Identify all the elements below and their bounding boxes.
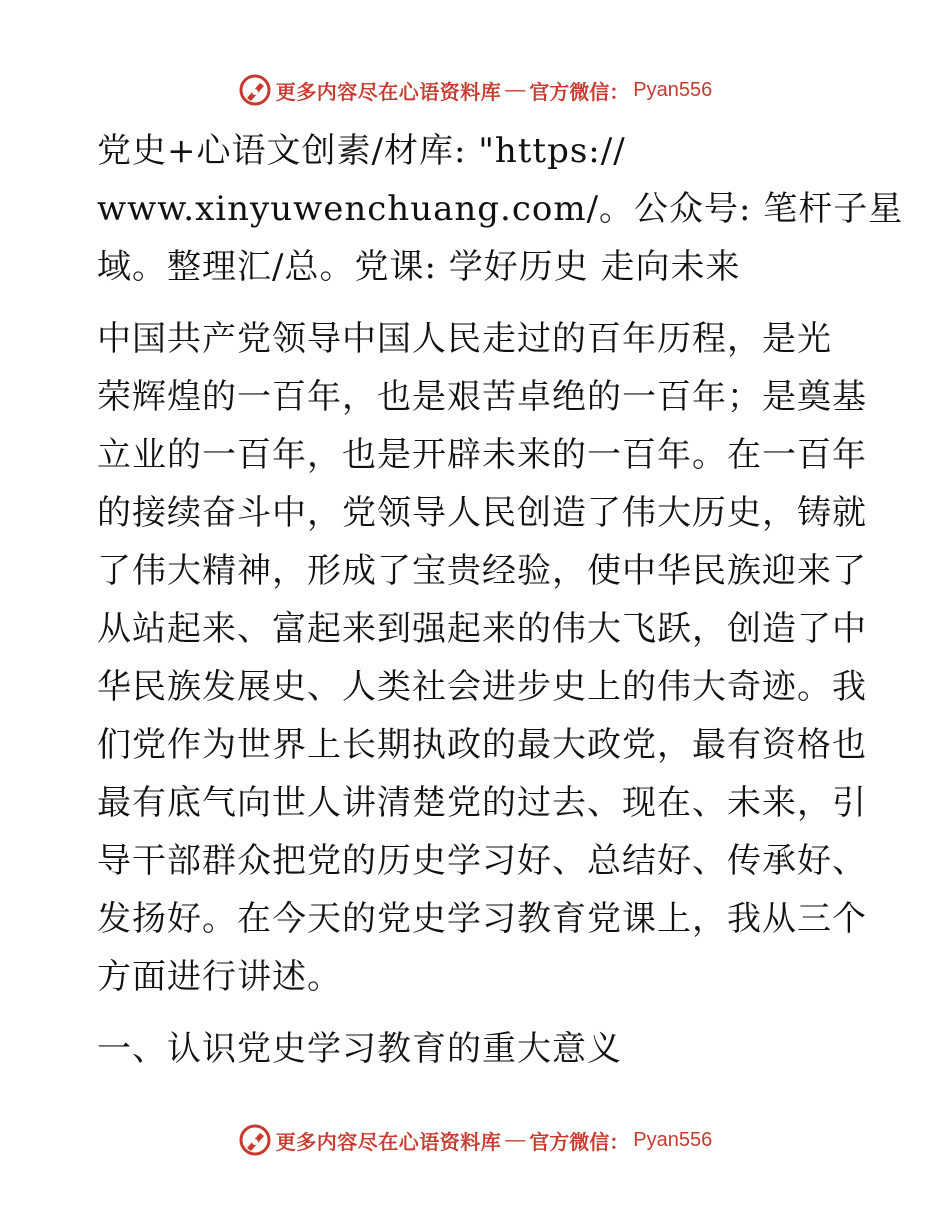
intro-line: 域。整理汇/总。党课: 学好历史 走向未来 [97,247,741,287]
body-line: 导干部群众把党的历史学习好、总结好、传承好、 [97,841,867,881]
banner-separator: — [505,78,526,101]
body-line: 方面进行讲述。 [97,957,342,997]
banner-separator: — [505,1128,526,1151]
body-line: 们党作为世界上长期执政的最大政党，最有资格也 [97,725,867,765]
body-line: 立业的一百年，也是开辟未来的一百年。在一百年 [97,435,867,475]
pen-logo-icon [238,73,272,107]
footer-banner [0,1120,950,1160]
banner-handle: Pyan556 [633,1128,713,1151]
body-line: 了伟大精神，形成了宝贵经验，使中华民族迎来了 [97,551,867,591]
body-line: 发扬好。在今天的党史学习教育党课上，我从三个 [97,899,867,939]
body-line: 中国共产党领导中国人民走过的百年历程，是光 [97,319,832,359]
body-line: 最有底气向世人讲清楚党的过去、现在、未来，引 [97,783,867,823]
banner-contact-label: 官方微信： [529,1131,630,1154]
body-line: 荣辉煌的一百年，也是艰苦卓绝的一百年；是奠基 [97,377,867,417]
section-heading: 一、认识党史学习教育的重大意义 [97,1029,622,1069]
document-body [97,122,904,1078]
intro-line: 党史+心语文创素/材库: "https:// [97,131,626,171]
intro-line: www.xinyuwenchuang.com/。公众号: 笔杆子星 [97,189,904,229]
banner-contact-label: 官方微信： [529,81,630,104]
body-line: 的接续奋斗中，党领导人民创造了伟大历史，铸就 [97,493,867,533]
pen-logo-icon [238,1123,272,1157]
banner-handle: Pyan556 [633,78,713,101]
body-line: 从站起来、富起来到强起来的伟大飞跃，创造了中 [97,609,867,649]
body-line: 华民族发展史、人类社会进步史上的伟大奇迹。我 [97,667,867,707]
banner-text: 更多内容尽在心语资料库 [275,81,502,104]
banner-text: 更多内容尽在心语资料库 [275,1131,502,1154]
header-banner [0,70,950,110]
